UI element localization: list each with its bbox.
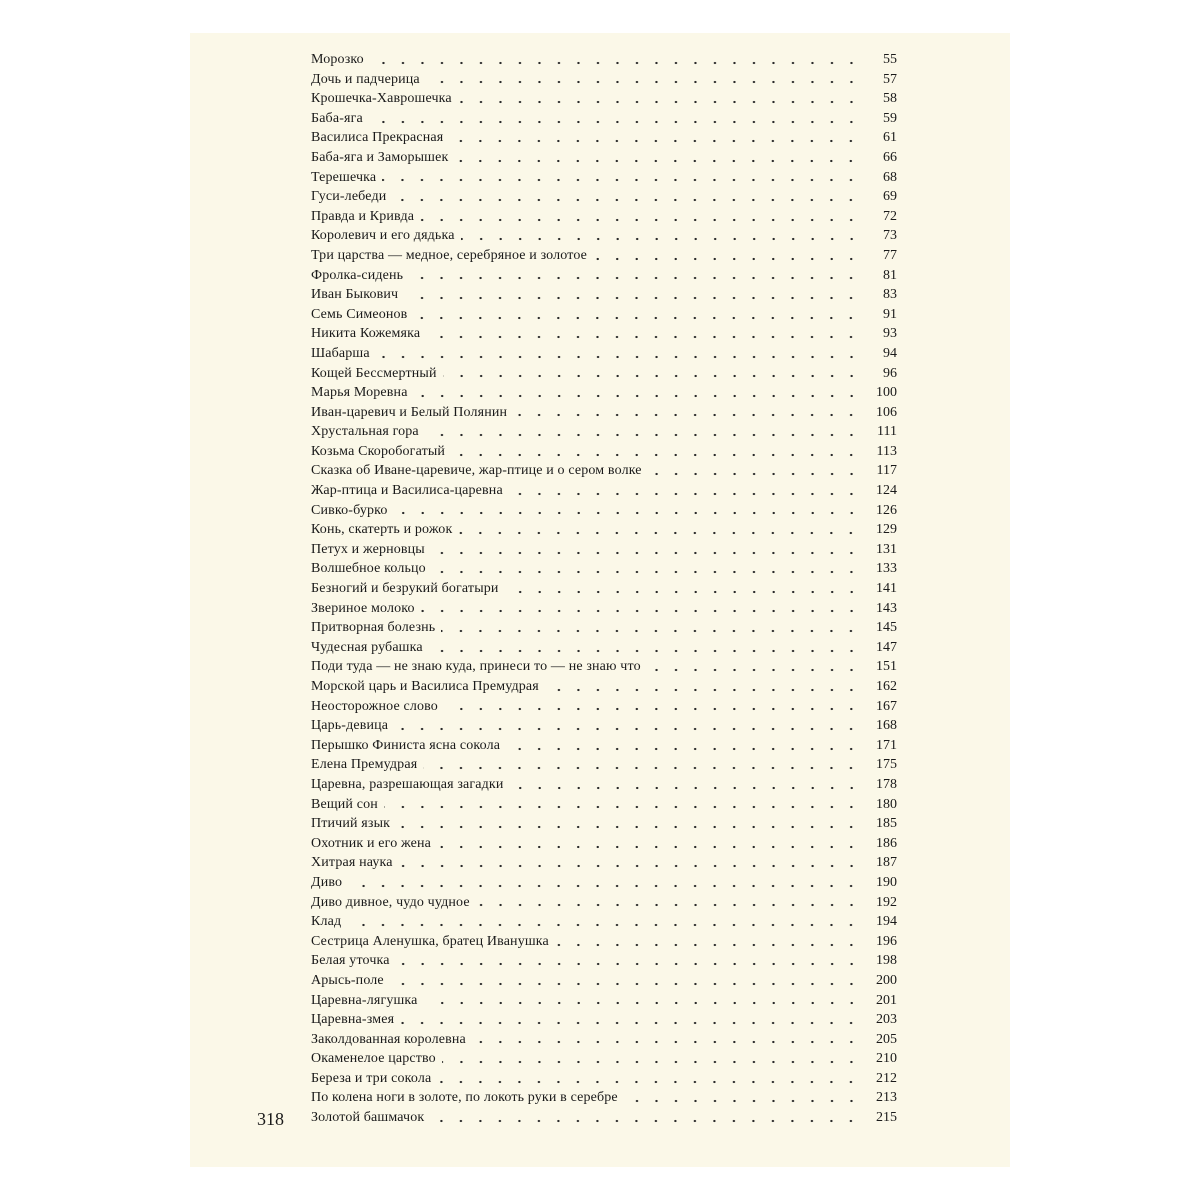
toc-entry xyxy=(311,50,897,70)
toc-entry xyxy=(311,520,897,540)
toc-entry-page: 68 xyxy=(883,169,897,185)
dot-leader xyxy=(400,1021,861,1025)
toc-entry-title: Конь, скатерть и рожок xyxy=(311,522,453,538)
toc-entry xyxy=(311,148,897,168)
toc-entry-page: 171 xyxy=(876,737,897,753)
toc-entry-page: 83 xyxy=(883,287,897,303)
toc-entry-title: Окаменелое царство xyxy=(311,1051,436,1067)
toc-entry-page: 180 xyxy=(876,796,897,812)
toc-entry-title: Терешечка xyxy=(311,169,377,185)
toc-entry xyxy=(311,1010,897,1030)
toc-entry xyxy=(311,324,897,344)
dot-leader xyxy=(376,355,861,359)
dot-leader xyxy=(513,413,861,417)
toc-entry-title: Береза и три сокола xyxy=(311,1070,432,1086)
toc-entry-page: 126 xyxy=(876,502,897,518)
toc-entry xyxy=(311,226,897,246)
toc-entry-title: Фролка-сидень xyxy=(311,267,404,283)
dot-leader xyxy=(420,218,861,222)
toc-entry-title: Иван Быкович xyxy=(311,287,399,303)
toc-entry-title: Петух и жерновцы xyxy=(311,541,425,557)
toc-entry-title: Правда и Кривда xyxy=(311,208,415,224)
toc-entry-title: Кощей Бессмертный xyxy=(311,365,437,381)
toc-entry xyxy=(311,383,897,403)
toc-entry-page: 73 xyxy=(883,228,897,244)
dot-leader xyxy=(404,296,861,300)
toc-entry-title: Сказка об Иване-царевиче, жар-птице и о сером волке xyxy=(311,463,642,479)
toc-entry-page: 113 xyxy=(876,443,897,459)
toc-entry-title: По колена ноги в золоте, по локоть руки в серебре xyxy=(311,1090,618,1106)
toc-entry xyxy=(311,559,897,579)
toc-entry-title: Морской царь и Василиса Премудрая xyxy=(311,679,539,694)
toc-entry-page: 111 xyxy=(877,424,897,440)
toc-entry xyxy=(311,1088,897,1108)
toc-entry-page: 162 xyxy=(876,679,897,694)
toc-entry-title: Гуси-лебеди xyxy=(311,189,387,205)
toc-entry-page: 186 xyxy=(876,835,897,851)
dot-leader xyxy=(451,453,861,457)
dot-leader xyxy=(392,198,861,202)
toc-entry-page: 61 xyxy=(883,130,897,146)
dot-leader xyxy=(347,923,861,927)
toc-entry-page: 55 xyxy=(883,52,897,67)
toc-entry-title: Никита Кожемяка xyxy=(311,326,421,342)
toc-entry-page: 200 xyxy=(876,972,897,988)
toc-entry xyxy=(311,1030,897,1050)
dot-leader xyxy=(624,1099,861,1103)
toc-entry xyxy=(311,932,897,952)
toc-entry xyxy=(311,657,897,677)
toc-entry xyxy=(311,481,897,501)
toc-entry xyxy=(311,795,897,815)
toc-entry-page: 168 xyxy=(876,718,897,734)
toc-entry-title: Королевич и его дядька xyxy=(311,228,455,244)
dot-leader xyxy=(382,178,861,182)
toc-entry-title: Волшебное кольцо xyxy=(311,561,426,577)
toc-entry-page: 81 xyxy=(883,267,897,283)
toc-entry-page: 94 xyxy=(883,345,897,361)
toc-entry xyxy=(311,128,897,148)
toc-entry xyxy=(311,736,897,756)
toc-entry-page: 194 xyxy=(876,914,897,930)
dot-leader xyxy=(425,433,861,437)
toc-entry-title: Притворная болезнь xyxy=(311,620,436,636)
toc-entry-page: 93 xyxy=(883,326,897,342)
toc-entry-page: 91 xyxy=(883,306,897,322)
toc-entry-page: 210 xyxy=(876,1051,897,1067)
toc-entry-title: Перышко Финиста ясна сокола xyxy=(311,737,501,753)
toc-entry-title: Охотник и его жена xyxy=(311,835,432,851)
page-number: 318 xyxy=(257,1109,284,1129)
toc-entry-page: 133 xyxy=(876,561,897,577)
dot-leader xyxy=(423,766,861,770)
toc-entry-title: Птичий язык xyxy=(311,816,391,832)
toc-entry-title: Морозко xyxy=(311,52,364,67)
toc-entry-title: Иван-царевич и Белый Полянин xyxy=(311,404,508,420)
toc-entry-title: Диво дивное, чудо чудное xyxy=(311,894,470,910)
toc-entry xyxy=(311,951,897,971)
toc-entry-title: Царевна, разрешающая загадки xyxy=(311,776,504,792)
toc-entry-title: Козьма Скоробогатый xyxy=(311,443,446,459)
toc-entry-title: Шабарша xyxy=(311,345,370,361)
toc-entry xyxy=(311,991,897,1011)
toc-entry xyxy=(311,168,897,188)
dot-leader xyxy=(555,943,861,947)
toc-entry-page: 72 xyxy=(883,208,897,224)
toc-entry xyxy=(311,618,897,638)
toc-entry-page: 57 xyxy=(883,71,897,87)
toc-entry-page: 141 xyxy=(876,581,897,597)
toc-entry-page: 96 xyxy=(883,365,897,381)
toc-entry-page: 117 xyxy=(876,463,897,479)
toc-entry-title: Сивко-бурко xyxy=(311,502,388,518)
dot-leader xyxy=(442,1060,861,1064)
toc-entry-page: 190 xyxy=(876,874,897,890)
toc-entry xyxy=(311,971,897,991)
toc-entry-page: 145 xyxy=(876,620,897,636)
toc-entry xyxy=(311,1049,897,1069)
toc-entry xyxy=(311,266,897,286)
toc-entry-page: 213 xyxy=(876,1090,897,1106)
dot-leader xyxy=(370,61,861,65)
toc-entry-title: Баба-яга и Заморышек xyxy=(311,149,449,165)
toc-entry xyxy=(311,403,897,423)
dot-leader xyxy=(390,982,861,986)
toc-entry-title: Чудесная рубашка xyxy=(311,639,423,655)
table-of-contents xyxy=(311,50,897,1128)
toc-entry-title: Семь Симеонов xyxy=(311,306,408,322)
toc-entry xyxy=(311,109,897,129)
toc-entry-page: 131 xyxy=(876,541,897,557)
toc-entry xyxy=(311,853,897,873)
dot-leader xyxy=(458,531,861,535)
dot-leader xyxy=(443,374,861,378)
toc-entry-title: Марья Моревна xyxy=(311,385,408,401)
dot-leader xyxy=(510,786,861,790)
toc-entry-title: Крошечка-Хаврошечка xyxy=(311,91,452,107)
dot-leader xyxy=(369,120,861,124)
toc-entry xyxy=(311,873,897,893)
toc-entry xyxy=(311,461,897,481)
dot-leader xyxy=(458,100,861,104)
toc-entry-title: Золотой башмачок xyxy=(311,1110,425,1126)
toc-entry-title: Белая уточка xyxy=(311,953,390,969)
dot-leader xyxy=(444,707,861,711)
toc-entry-title: Василиса Прекрасная xyxy=(311,130,444,146)
dot-leader xyxy=(426,80,861,84)
toc-entry-title: Хитрая наука xyxy=(311,855,393,871)
dot-leader xyxy=(431,551,861,555)
dot-leader xyxy=(414,394,861,398)
toc-entry-page: 124 xyxy=(876,483,897,499)
toc-entry-title: Звериное молоко xyxy=(311,600,415,616)
toc-entry-page: 58 xyxy=(883,91,897,107)
toc-entry xyxy=(311,1069,897,1089)
dot-leader xyxy=(394,727,861,731)
dot-leader xyxy=(476,903,861,907)
toc-entry-page: 69 xyxy=(883,189,897,205)
toc-entry xyxy=(311,716,897,736)
toc-entry-title: Три царства — медное, серебряное и золотое xyxy=(311,247,588,263)
toc-entry-page: 59 xyxy=(883,110,897,126)
toc-entry-page: 143 xyxy=(876,600,897,616)
toc-entry-page: 106 xyxy=(876,404,897,420)
toc-entry-page: 196 xyxy=(876,933,897,949)
dot-leader xyxy=(384,805,861,809)
dot-leader xyxy=(441,629,861,633)
dot-leader xyxy=(647,668,861,672)
dot-leader xyxy=(593,257,861,261)
toc-entry xyxy=(311,344,897,364)
toc-entry xyxy=(311,638,897,658)
toc-entry xyxy=(311,187,897,207)
toc-entry-page: 212 xyxy=(876,1070,897,1086)
toc-entry-title: Царевна-змея xyxy=(311,1012,395,1028)
dot-leader xyxy=(430,1119,861,1123)
toc-entry-title: Царевна-лягушка xyxy=(311,992,418,1008)
toc-entry-page: 187 xyxy=(876,855,897,871)
dot-leader xyxy=(429,649,861,653)
toc-entry-page: 203 xyxy=(876,1012,897,1028)
dot-leader xyxy=(472,1040,861,1044)
toc-entry xyxy=(311,70,897,90)
toc-entry xyxy=(311,599,897,619)
dot-leader xyxy=(413,316,861,320)
toc-entry-title: Царь-девица xyxy=(311,718,389,734)
toc-entry-title: Вещий сон xyxy=(311,796,378,812)
toc-entry-page: 100 xyxy=(876,385,897,401)
toc-entry-page: 205 xyxy=(876,1031,897,1047)
toc-entry-page: 201 xyxy=(876,992,897,1008)
toc-entry-title: Сестрица Аленушка, братец Иванушка xyxy=(311,933,549,949)
toc-entry-title: Диво xyxy=(311,874,343,890)
toc-entry xyxy=(311,1108,897,1128)
toc-entry-title: Арысь-поле xyxy=(311,972,384,988)
dot-leader xyxy=(426,335,861,339)
toc-entry-page: 167 xyxy=(876,698,897,714)
toc-entry xyxy=(311,893,897,913)
toc-entry-title: Дочь и падчерица xyxy=(311,71,420,87)
dot-leader xyxy=(399,864,861,868)
toc-entry xyxy=(311,540,897,560)
toc-entry-page: 129 xyxy=(876,522,897,538)
toc-entry-title: Поди туда — не знаю куда, принеси то — не знаю что xyxy=(311,659,641,675)
dot-leader xyxy=(396,962,861,966)
toc-entry xyxy=(311,814,897,834)
toc-entry-page: 178 xyxy=(876,776,897,792)
dot-leader xyxy=(545,688,861,692)
dot-leader xyxy=(394,511,861,515)
dot-leader xyxy=(421,609,861,613)
dot-leader xyxy=(437,845,861,849)
toc-entry-title: Баба-яга xyxy=(311,110,363,126)
dot-leader xyxy=(348,884,861,888)
toc-entry-title: Неосторожное слово xyxy=(311,698,438,714)
toc-entry xyxy=(311,579,897,599)
toc-entry-page: 215 xyxy=(876,1110,897,1126)
toc-entry xyxy=(311,501,897,521)
toc-entry-page: 198 xyxy=(876,953,897,969)
dot-leader xyxy=(449,139,861,143)
dot-leader xyxy=(432,570,861,574)
toc-entry-title: Клад xyxy=(311,914,342,930)
toc-entry xyxy=(311,912,897,932)
toc-entry-page: 175 xyxy=(876,757,897,773)
toc-entry xyxy=(311,677,897,697)
dot-leader xyxy=(409,276,861,280)
book-page xyxy=(190,33,1010,1167)
toc-entry xyxy=(311,207,897,227)
dot-leader xyxy=(437,1080,861,1084)
dot-leader xyxy=(424,1001,861,1005)
dot-leader xyxy=(454,159,861,163)
toc-entry-title: Елена Премудрая xyxy=(311,757,418,773)
toc-entry-page: 192 xyxy=(876,894,897,910)
toc-entry xyxy=(311,755,897,775)
toc-entry-page: 77 xyxy=(883,247,897,263)
toc-entry-title: Заколдованная королевна xyxy=(311,1031,466,1047)
toc-entry-title: Жар-птица и Василиса-царевна xyxy=(311,483,503,499)
toc-entry xyxy=(311,422,897,442)
toc-entry xyxy=(311,442,897,462)
toc-entry-page: 185 xyxy=(876,816,897,832)
dot-leader xyxy=(461,237,861,241)
toc-entry xyxy=(311,305,897,325)
toc-entry-title: Хрустальная гора xyxy=(311,424,419,440)
toc-entry xyxy=(311,834,897,854)
toc-entry-page: 66 xyxy=(883,149,897,165)
toc-entry-page: 147 xyxy=(876,639,897,655)
dot-leader xyxy=(396,825,861,829)
toc-entry-title: Безногий и безрукий богатыри xyxy=(311,581,499,597)
toc-entry-page: 151 xyxy=(876,659,897,675)
dot-leader xyxy=(509,492,861,496)
toc-entry xyxy=(311,285,897,305)
dot-leader xyxy=(648,472,861,476)
toc-entry xyxy=(311,697,897,717)
dot-leader xyxy=(505,590,861,594)
toc-entry xyxy=(311,246,897,266)
dot-leader xyxy=(506,747,861,751)
toc-entry xyxy=(311,364,897,384)
toc-entry xyxy=(311,89,897,109)
toc-entry xyxy=(311,775,897,795)
